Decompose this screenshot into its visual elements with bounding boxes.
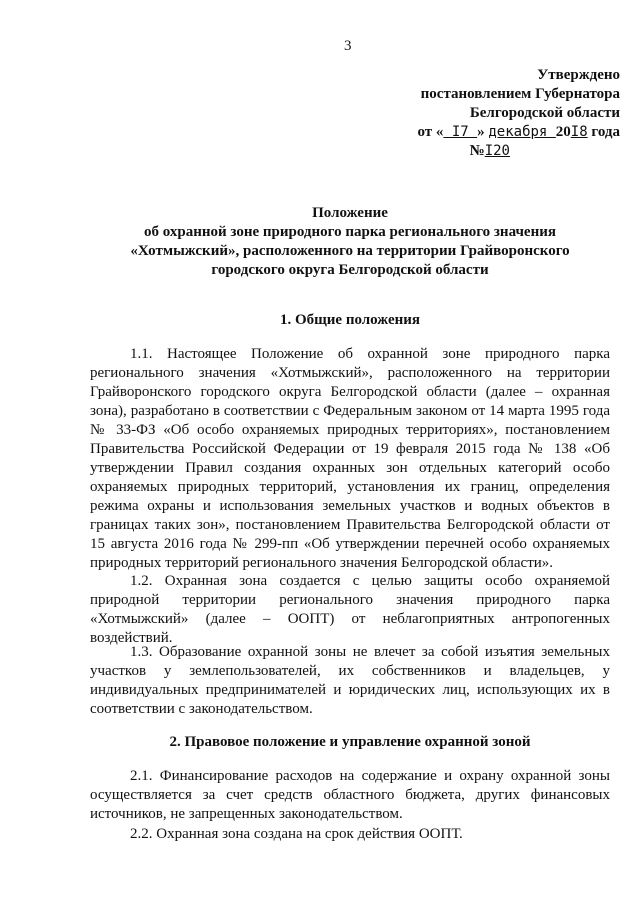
date-day: I7 (443, 124, 478, 140)
approval-title: Утверждено (537, 67, 620, 83)
decree-number: I20 (484, 143, 510, 159)
date-mid: » (477, 124, 489, 140)
approval-block (320, 66, 620, 161)
title-line-4: городского округа Белгородской области (211, 262, 489, 278)
date-year: I8 (570, 124, 588, 140)
year-suffix: года (587, 124, 620, 140)
date-prefix: от « (417, 124, 444, 140)
number-prefix: № (469, 143, 485, 159)
document-title (60, 204, 640, 280)
paragraph-1-3: 1.3. Образование охранной зоны не влечет за собой изъятия земельных участков у землепользователей, их собственников и владельцев, у индивидуальных предпринимателей и юридических лиц, использующих их в соответствии с законодательством. (90, 644, 610, 717)
title-line-1: Положение (312, 205, 388, 221)
section-1-heading: 1. Общие положения (279, 312, 421, 328)
title-line-3: «Хотмыжский», расположенного на территории Грайворонского (130, 243, 570, 259)
approval-date (320, 123, 620, 142)
title-line-2: об охранной зоне природного парка регионального значения (144, 224, 556, 240)
approval-number (320, 142, 620, 161)
year-prefix: 20 (555, 124, 571, 140)
paragraph-2-1: 2.1. Финансирование расходов на содержание и охрану охранной зоны осуществляется за счет средств областного бюджета, других финансовых источников, не запрещенных законодательством. (90, 768, 610, 822)
paragraph-2-2: 2.2. Охранная зона создана на срок действия ООПТ. (130, 826, 463, 842)
date-month: декабря (488, 124, 556, 140)
paragraph-1-2: 1.2. Охранная зона создается с целью защиты особо охраняемой природной территории регионального значения природного парка «Хотмыжский» (далее – ООПТ) от неблагоприятных антропогенных воздействий. (90, 573, 610, 646)
page-number: 3 (344, 38, 352, 54)
approval-region: Белгородской области (469, 105, 620, 121)
approval-authority: постановлением Губернатора (420, 86, 620, 102)
paragraph-1-1: 1.1. Настоящее Положение об охранной зоне природного парка регионального значения «Хотмыжский», расположенного на территории Грайворонского городского округа Белгородской области (далее – охранная зона), разработано в соответствии с Федеральным законом от 14 марта 1995 года № 33-ФЗ «Об особо охраняемых природных территориях», постановлением Правительства Российской Федерации от 19 февраля 2015 года № 138 «Об утверждении Правил создания охранных зон отдельных категорий особо охраняемых природных территорий, установления их границ, определения режима охраны и использования земельных участков и водных объектов в границах таких зон», постановлением Правительства Белгородской области от 15 августа 2016 года № 299-пп «Об утверждении перечней особо охраняемых природных территорий регионального значения Белгородской области». (90, 346, 610, 571)
section-2-heading: 2. Правовое положение и управление охранной зоной (169, 734, 531, 750)
